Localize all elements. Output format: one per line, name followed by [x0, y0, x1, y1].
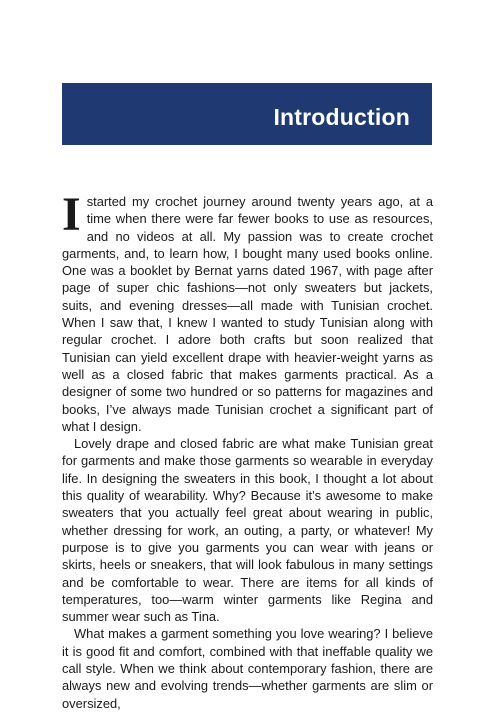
- paragraph-3: What makes a garment something you love wearing? I believe it is good fit and comfort, combined with that ineffable quality we call style. When we think about contemporary fashion, there are always new and evolving trends—whether garments are slim or oversized,: [62, 626, 433, 711]
- chapter-title-banner: [62, 83, 432, 145]
- paragraph-2: Lovely drape and closed fabric are what make Tunisian great for garments and make those garments so wearable in everyday life. In designing the sweaters in this book, I thought a lot about this quality of wearability. Why? Because it’s awesome to make sweaters that you actually feel great about wearing in public, whether dressing for work, an outing, a party, or whatever! My purpose is to give you garments you can wear with jeans or skirts, heels or sneakers, that will look fabulous in many settings and be comfortable to wear. There are items for all kinds of temperatures, too—warm winter garments like Regina and summer wear such as Tina.: [62, 436, 433, 625]
- paragraph-1-text: started my crochet journey around twenty years ago, at a time when there were far fewer books to use as resources, and no videos at all. My passion was to create crochet garments, and, to learn how, I bought many used books online. One was a booklet by Bernat yarns dated 1967, with page after page of super chic fashions—not only sweaters but jackets, suits, and evening dresses—all made with Tunisian crochet. When I saw that, I knew I wanted to study Tunisian along with regular crochet. I adore both crafts but soon realized that Tunisian can yield excellent drape with heavier-weight yarns as well as a closed fabric that makes garments practical. As a designer of some two hundred or so patterns for magazines and books, I’ve always made Tunisian crochet a significant part of what I design.: [62, 194, 433, 434]
- chapter-title: Introduction: [273, 104, 410, 130]
- chapter-body: [62, 188, 433, 712]
- paragraph-1: [62, 188, 433, 435]
- drop-cap: I: [62, 188, 81, 241]
